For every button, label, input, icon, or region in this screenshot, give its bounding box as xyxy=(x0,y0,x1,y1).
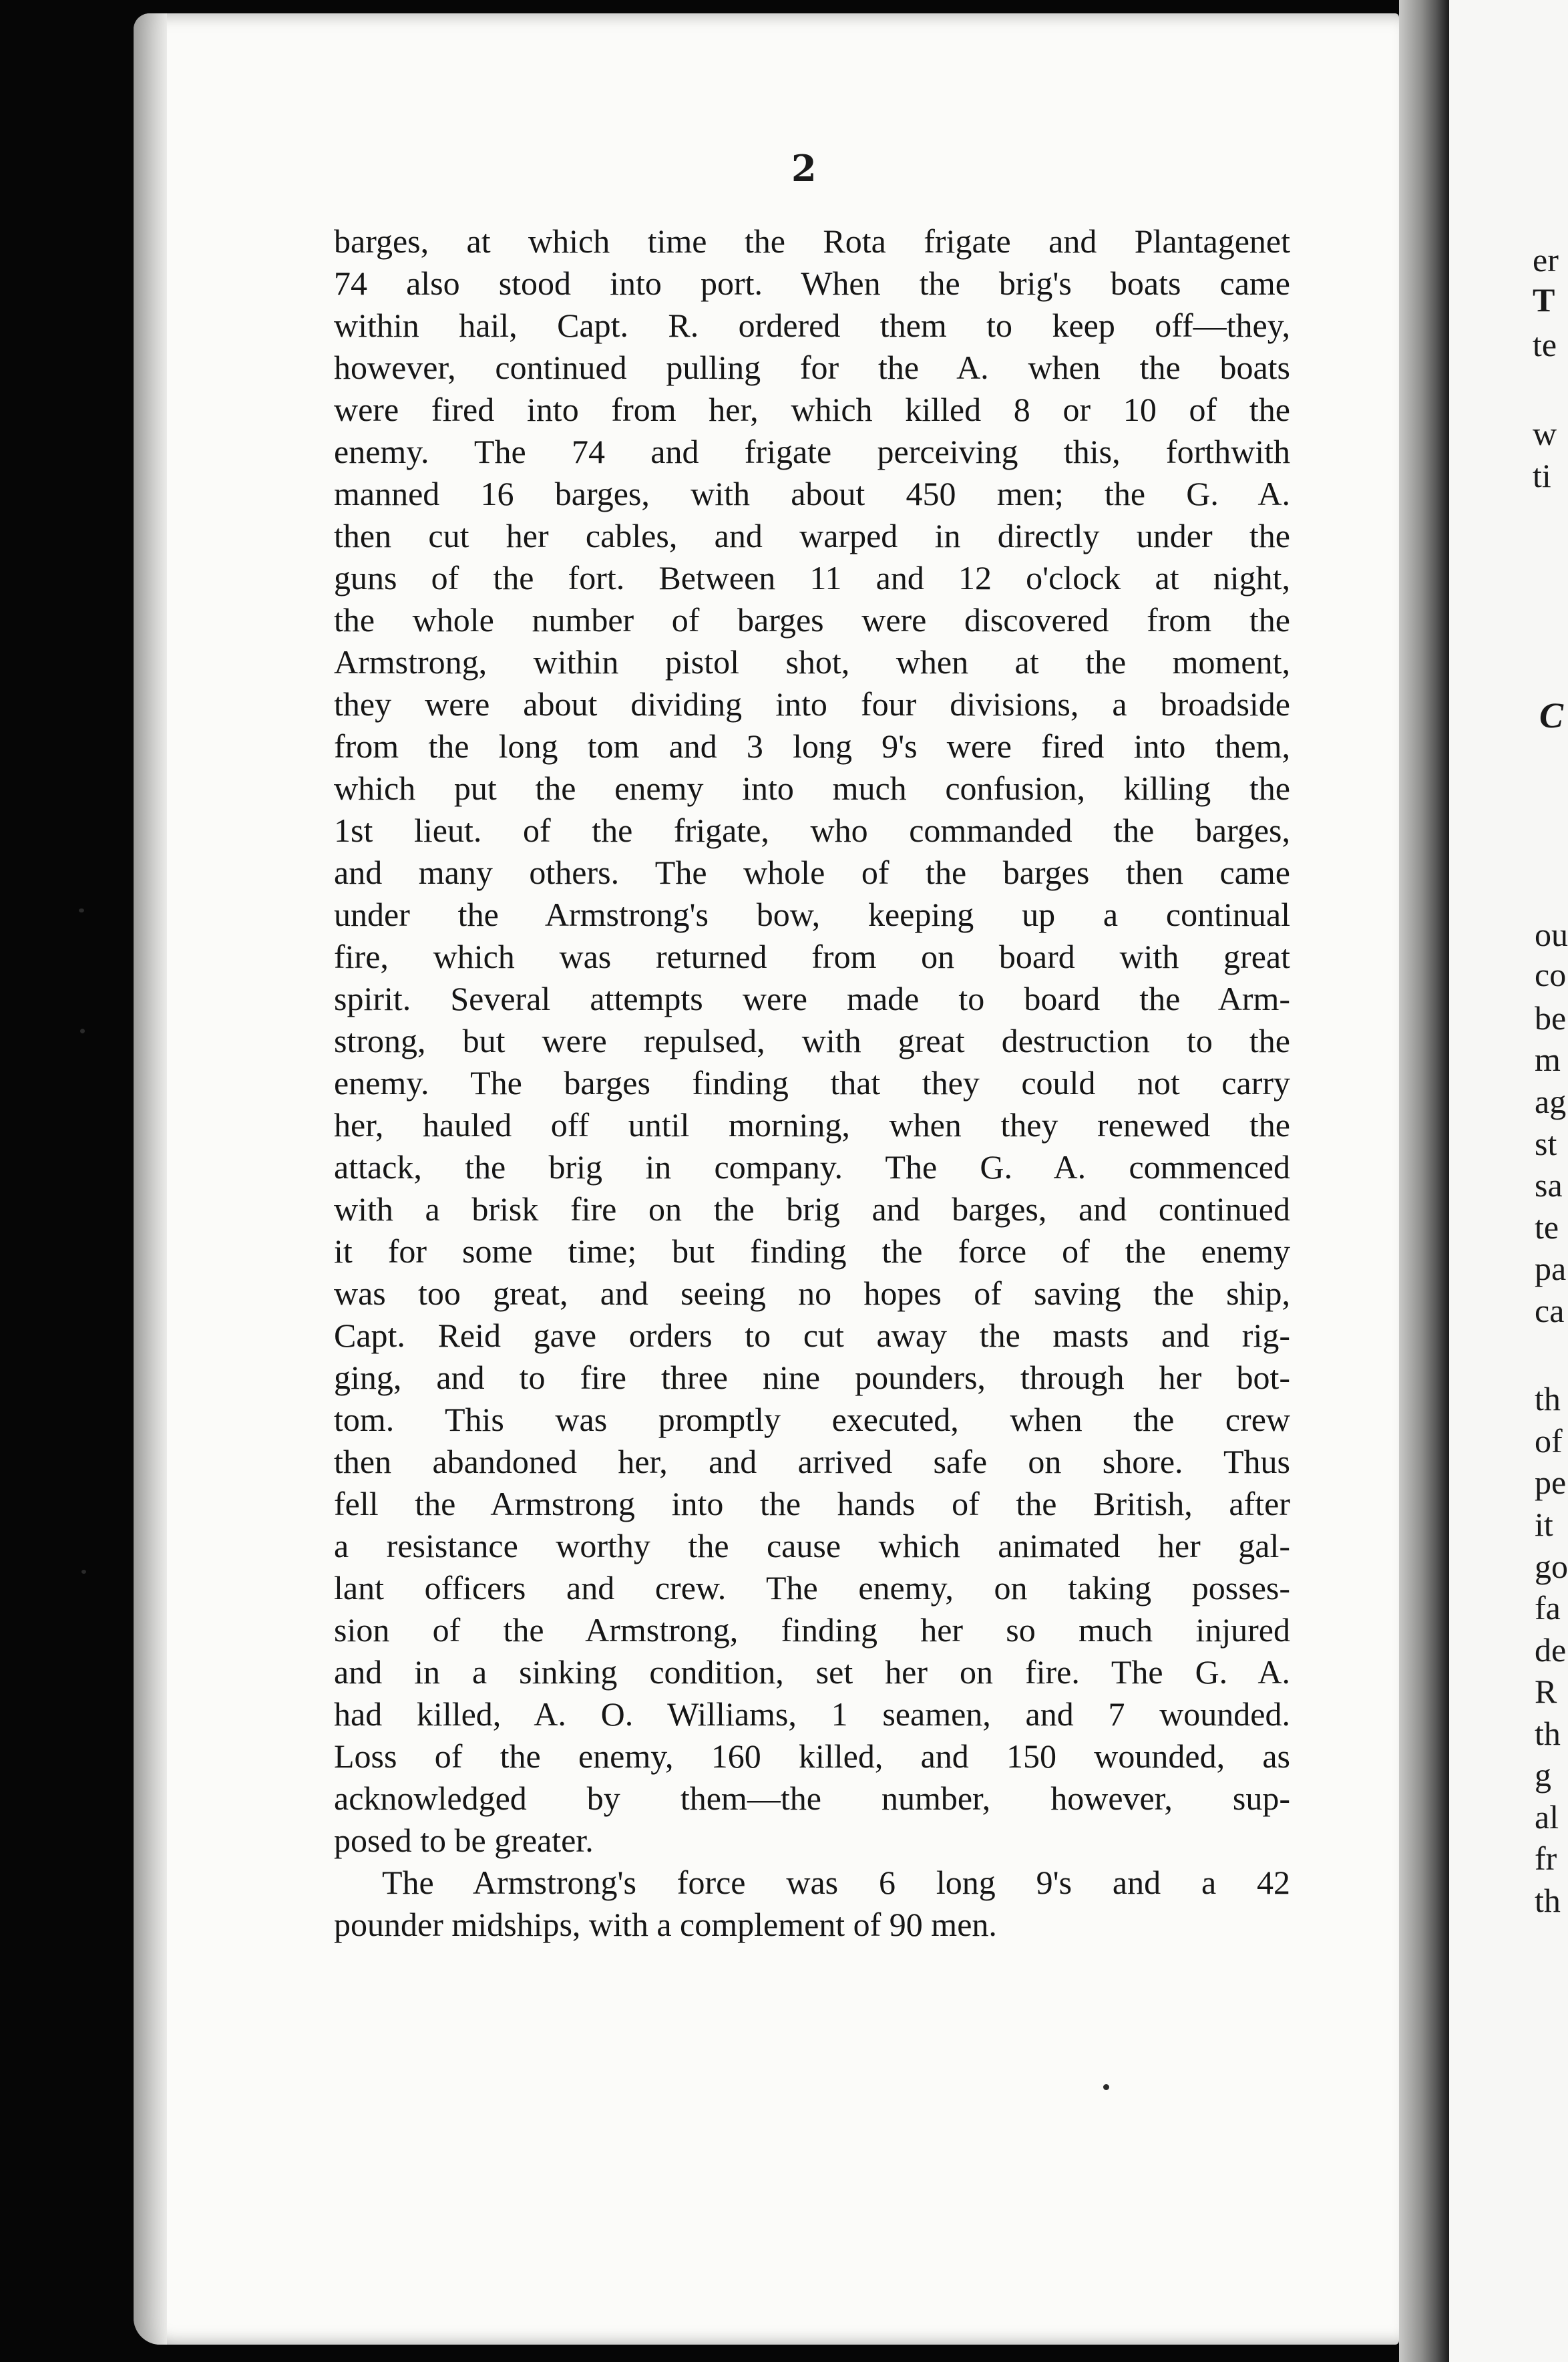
text-line: enemy. The 74 and frigate perceiving this, forthwith xyxy=(334,433,1290,470)
facing-page-fragment: fa xyxy=(1535,1589,1561,1627)
text-line: Armstrong, within pistol shot, when at the moment, xyxy=(334,643,1290,681)
text-line: from the long tom and 3 long 9's were fired into them, xyxy=(334,727,1290,765)
text-line: guns of the fort. Between 11 and 12 o'clock at night, xyxy=(334,559,1290,597)
paragraph-2 xyxy=(334,1862,1290,1946)
page-number: 2 xyxy=(791,147,817,190)
text-line: her, hauled off until morning, when they renewed the xyxy=(334,1106,1290,1144)
text-line: a resistance worthy the cause which animated her gal- xyxy=(334,1527,1290,1564)
facing-page-fragment: of xyxy=(1535,1422,1563,1460)
text-line: lant officers and crew. The enemy, on taking posses- xyxy=(334,1569,1290,1607)
text-line: Capt. Reid gave orders to cut away the masts and rig- xyxy=(334,1317,1290,1354)
facing-page-fragment: co xyxy=(1535,956,1567,993)
text-line: had killed, A. O. Williams, 1 seamen, and 7 wounded. xyxy=(334,1695,1290,1733)
facing-page-fragment: ou xyxy=(1535,916,1568,953)
book-gutter xyxy=(1399,0,1449,2362)
text-line: the whole number of barges were discovered from the xyxy=(334,601,1290,639)
text-line: and many others. The whole of the barges then came xyxy=(334,854,1290,891)
text-line: then abandoned her, and arrived safe on shore. Thus xyxy=(334,1443,1290,1480)
text-line: were fired into from her, which killed 8 or 10 of the xyxy=(334,391,1290,428)
text-line: pounder midships, with a complement of 90 men. xyxy=(334,1906,997,1943)
text-line: enemy. The barges finding that they could not carry xyxy=(334,1064,1290,1102)
text-line: barges, at which time the Rota frigate and Plantagenet xyxy=(334,222,1290,260)
paragraph-1 xyxy=(334,220,1290,1862)
text-line: they were about dividing into four divisions, a broadside xyxy=(334,685,1290,723)
text-line: posed to be greater. xyxy=(334,1822,594,1859)
facing-page-fragment: th xyxy=(1535,1882,1561,1919)
facing-page-fragment: te xyxy=(1535,1208,1559,1246)
text-line: which put the enemy into much confusion, killing the xyxy=(334,770,1290,807)
facing-page-fragment: ag xyxy=(1535,1083,1567,1120)
facing-page-fragment: w xyxy=(1533,415,1557,452)
facing-page-fragment: be xyxy=(1535,999,1567,1037)
text-line: The Armstrong's force was 6 long 9's and a 42 xyxy=(382,1864,1290,1901)
scan-speck xyxy=(81,1570,86,1574)
page-edge-shadow xyxy=(134,13,167,2345)
text-line: sion of the Armstrong, finding her so much injured xyxy=(334,1611,1290,1649)
scan-speck xyxy=(1103,2084,1109,2090)
text-line: strong, but were repulsed, with great destruction to the xyxy=(334,1022,1290,1059)
facing-page-fragment: m xyxy=(1535,1041,1561,1078)
text-line: then cut her cables, and warped in directly under the xyxy=(334,517,1290,554)
text-line: within hail, Capt. R. ordered them to keep off—they, xyxy=(334,307,1290,344)
facing-page-fragment: ti xyxy=(1533,457,1551,494)
text-line: Loss of the enemy, 160 killed, and 150 wounded, as xyxy=(334,1737,1290,1775)
text-line: and in a sinking condition, set her on fire. The G. A. xyxy=(334,1653,1290,1691)
facing-page-fragment: R xyxy=(1535,1673,1557,1710)
page-body-text xyxy=(334,220,1290,1946)
facing-page-fragment: st xyxy=(1535,1125,1557,1162)
scan-speck xyxy=(80,1029,85,1033)
text-line: tom. This was promptly executed, when the crew xyxy=(334,1401,1290,1438)
facing-page-fragment: pe xyxy=(1535,1464,1567,1501)
text-line: 74 also stood into port. When the brig's boats came xyxy=(334,265,1290,302)
text-line: however, continued pulling for the A. when the boats xyxy=(334,349,1290,386)
facing-page-fragment: er xyxy=(1533,241,1559,279)
facing-page-fragment: pa xyxy=(1535,1250,1567,1287)
facing-page-fragment: th xyxy=(1535,1715,1561,1752)
scan-speck xyxy=(79,908,84,912)
text-line: 1st lieut. of the frigate, who commanded the barges, xyxy=(334,812,1290,849)
facing-page-fragment: fr xyxy=(1535,1840,1557,1877)
text-line: under the Armstrong's bow, keeping up a continual xyxy=(334,896,1290,933)
text-line: acknowledged by them—the number, however, sup- xyxy=(334,1780,1290,1817)
facing-page-fragment: g xyxy=(1535,1756,1551,1794)
text-line: was too great, and seeing no hopes of saving the ship, xyxy=(334,1275,1290,1312)
facing-page-fragment: it xyxy=(1535,1506,1553,1543)
text-line: it for some time; but finding the force of the enemy xyxy=(334,1232,1290,1270)
text-line: spirit. Several attempts were made to board the Arm- xyxy=(334,980,1290,1017)
text-line: fire, which was returned from on board with great xyxy=(334,938,1290,975)
facing-page-fragment: sa xyxy=(1535,1166,1563,1204)
facing-page-fragment: ca xyxy=(1535,1292,1565,1329)
text-line: with a brisk fire on the brig and barges, and continued xyxy=(334,1190,1290,1228)
facing-page-fragment: te xyxy=(1533,326,1557,363)
facing-page-fragment: T xyxy=(1533,281,1555,319)
text-line: manned 16 barges, with about 450 men; the G. A. xyxy=(334,475,1290,512)
facing-page-fragment: al xyxy=(1535,1798,1559,1836)
facing-page-fragment: de xyxy=(1535,1631,1567,1669)
text-line: fell the Armstrong into the hands of the British, after xyxy=(334,1485,1290,1522)
facing-page-fragment: C xyxy=(1539,695,1564,735)
text-line: attack, the brig in company. The G. A. commenced xyxy=(334,1148,1290,1186)
facing-page-fragment: th xyxy=(1535,1380,1561,1417)
facing-page-fragment: go xyxy=(1535,1548,1568,1585)
text-line: ging, and to fire three nine pounders, through her bot- xyxy=(334,1359,1290,1396)
